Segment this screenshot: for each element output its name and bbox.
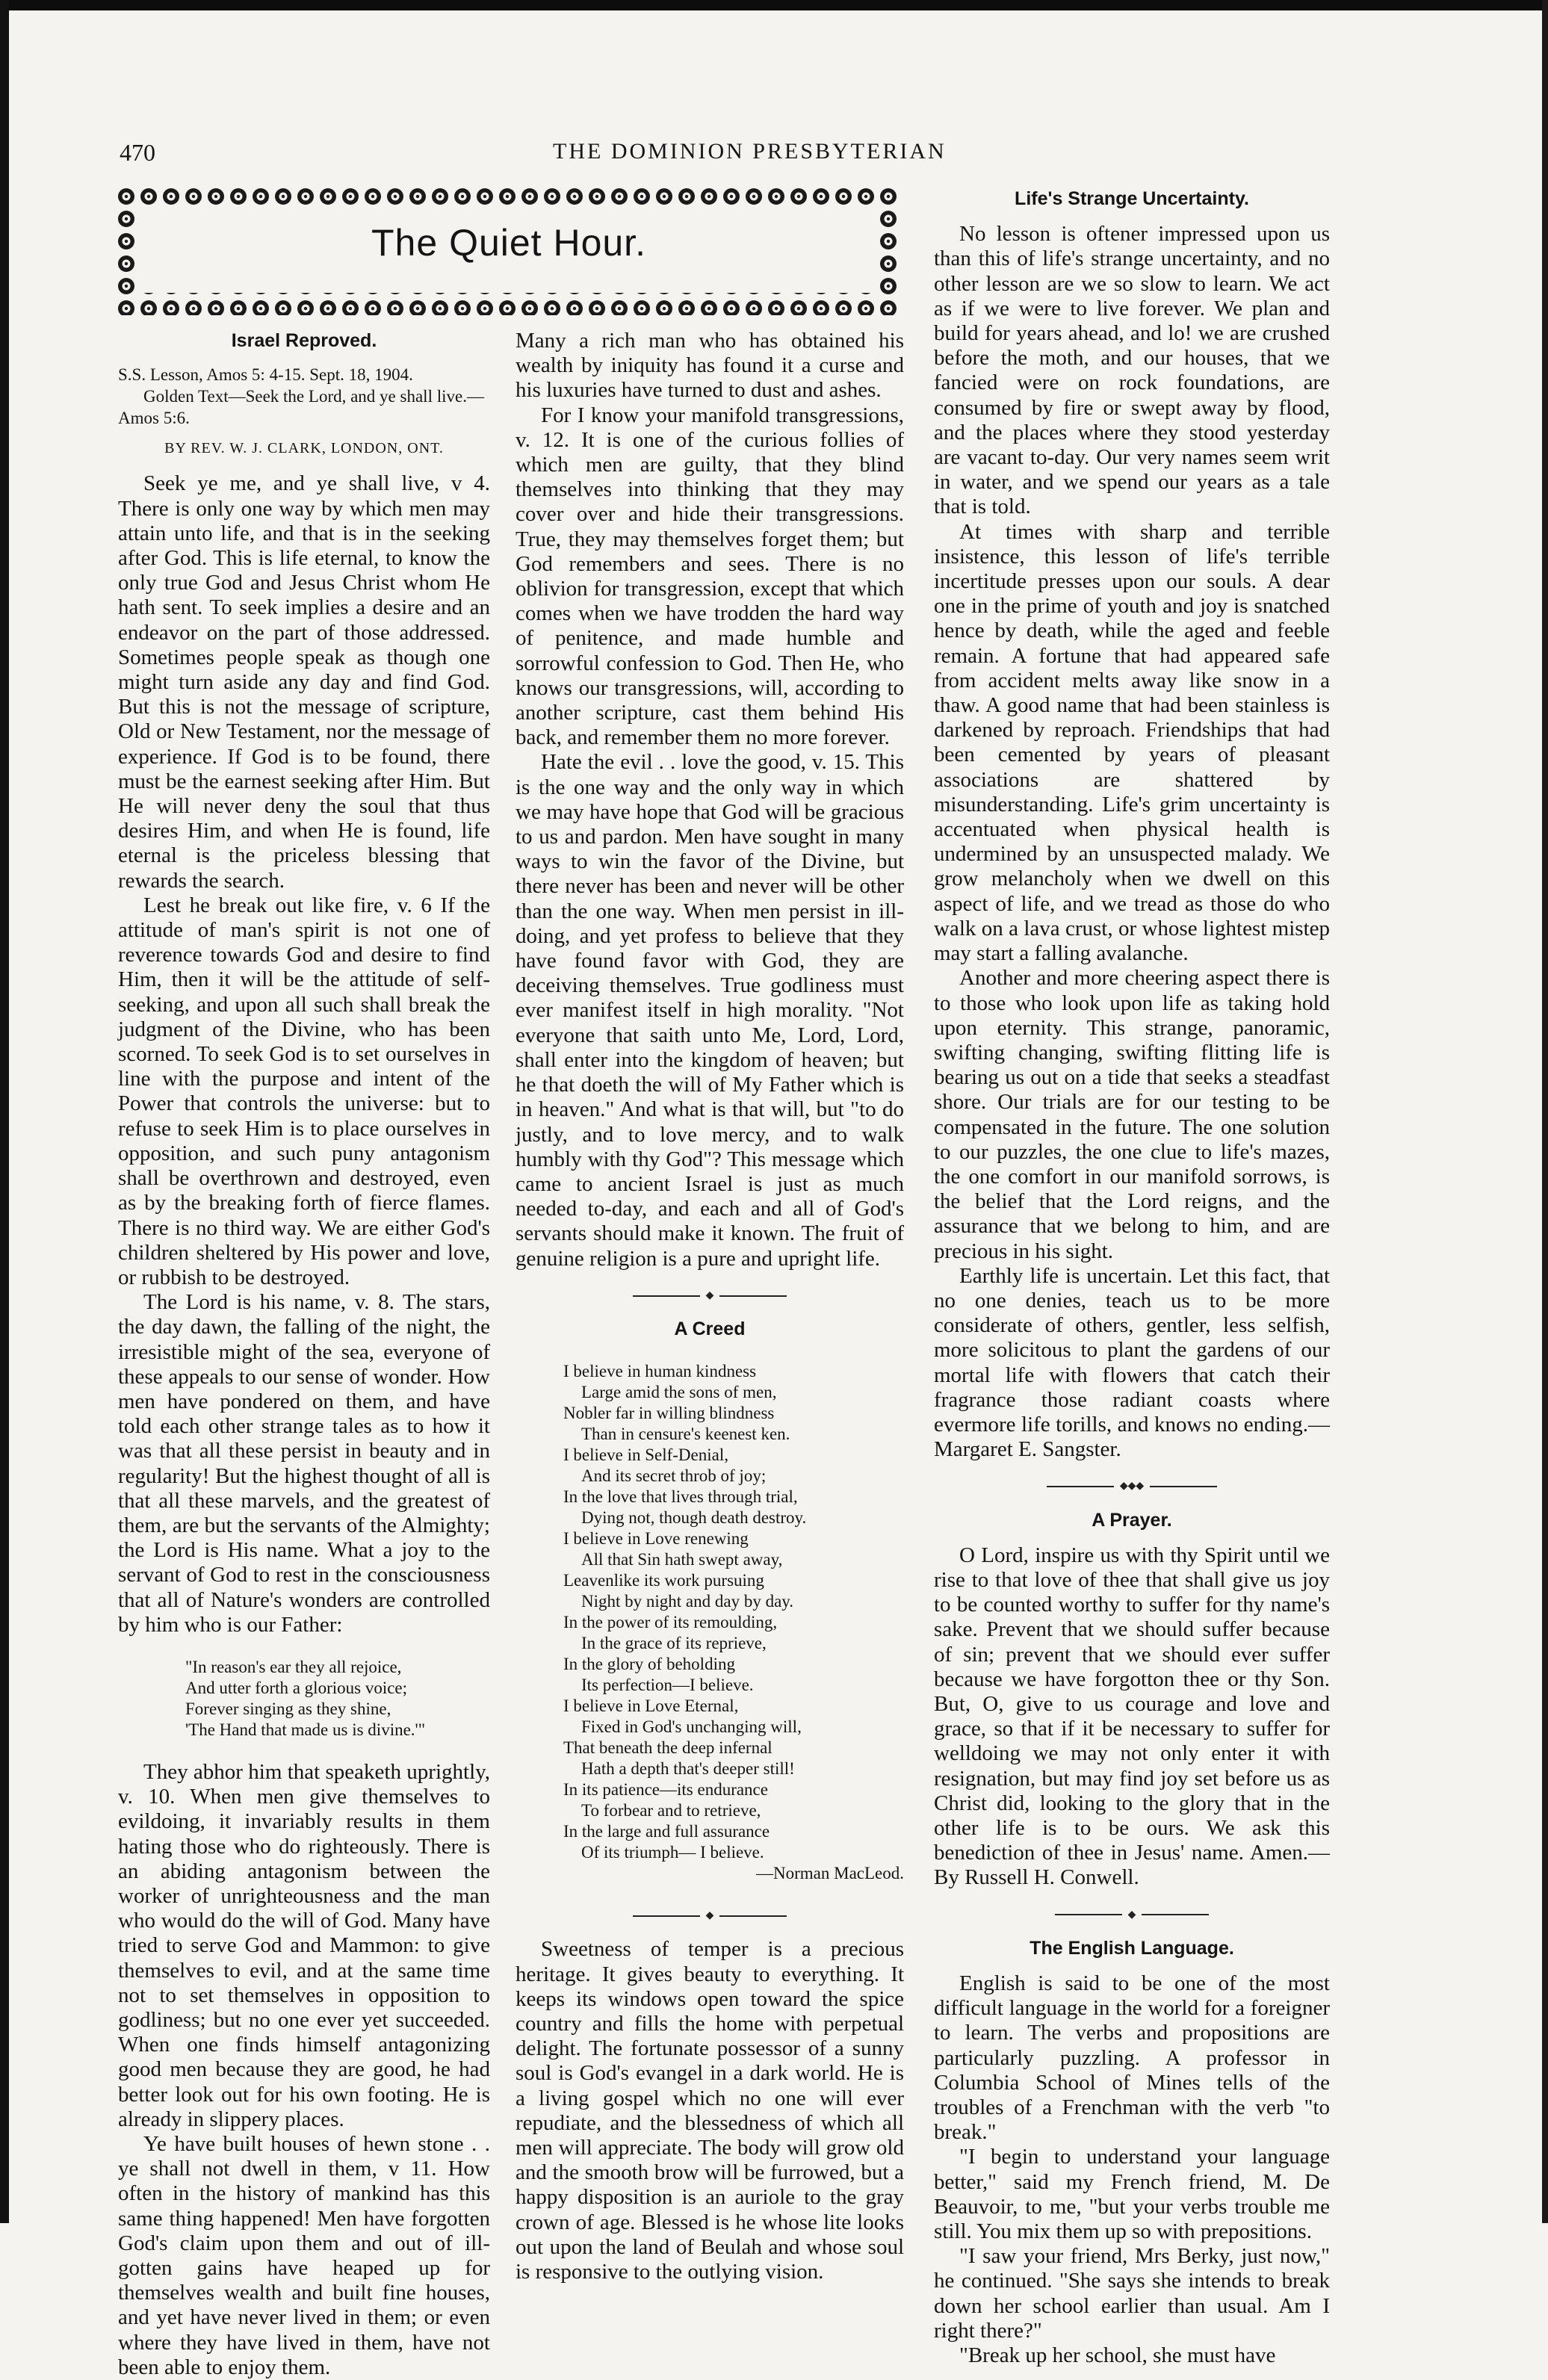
verse-line: Leavenlike its work pursuing [563, 1571, 764, 1590]
column-left [118, 329, 490, 2380]
paragraph: O Lord, inspire us with thy Spirit until we rise to that love of thee that shall give us joy to be counted worthy to suffer for thy name's sake. Prevent that we should suffer because of sin; prevent that we should ever suffer because we have forgotton thee or thy Son. But, O, give to us courage and love and grace, so that if it be necessary to suffer for welldoing we may not only enter it with resignation, but may find joy set before us as Christ did, looking to the glory that in the other life is to be ours. We ask this benediction of thee in Jesus' name. Amen.—By Russell H. Conwell. [934, 1543, 1330, 1890]
stanza [563, 1528, 904, 1696]
paragraph: No lesson is oftener impressed upon us than this of life's strange uncertainty, and no other lesson are we so slow to learn. We act as if we were to live forever. We plan and build for years ahead, and lo! we are crushed before the moth, and our houses, that we fancied were on rock foundations, are consumed by fire or swept away by flood, and the places where they stood yesterday are vacant to-day. Our very names seem writ in water, and we spend our years as a tale that is told. [934, 222, 1330, 519]
paragraph: Ye have built houses of hewn stone . . ye shall not dwell in them, v 11. How often in the history of mankind has this same thing happened! Men have forgotten God's claim upon them and out of ill-gotten gains have heaped up for themselves wealth and built fine houses, and yet have never lived in them; or even where they have lived in them, have not been able to enjoy them. [118, 2132, 490, 2379]
verse-line: Its perfection—I believe. [581, 1676, 754, 1695]
verse-line: Forever singing as they shine, [185, 1699, 391, 1718]
scan-border-left [0, 0, 9, 2223]
paragraph: At times with sharp and terrible insistence, this lesson of life's terrible incertitude presses upon our souls. A dear one in the prime of youth and joy is snatched hence by death, while the aged and feeble remain. A fortune that had appeared safe from accident melts away like snow in a thaw. A good name that had been stainless is darkened by reproach. Friendships that had been cemented by years of pleasant associations are shattered by misunderstanding. Life's grim uncertainty is accentuated when physical health is undermined by an unsuspected malady. We grow melancholy when we dwell on this aspect of life, and we tread as those do who walk on a lava crust, or whose lightest mistep may start a falling avalanche. [934, 519, 1330, 966]
quoted-verse [185, 1657, 490, 1741]
verse-line: Night by night and day by day. [581, 1592, 794, 1611]
article-title-a-prayer: A Prayer. [1092, 1509, 1172, 1531]
article-title-english-language: The English Language. [1030, 1937, 1234, 1959]
verse-line: Dying not, though death destroy. [581, 1508, 807, 1528]
article-title-lifes-strange-uncertainty: Life's Strange Uncertainty. [1015, 188, 1249, 209]
verse-line: In the glory of beholding [563, 1655, 735, 1674]
lesson-reference: S.S. Lesson, Amos 5: 4-15. Sept. 18, 1904. [118, 365, 413, 385]
verse-line: I believe in human kindness [563, 1362, 757, 1381]
divider-ornament: ◆ [516, 1283, 904, 1308]
paragraph: "Break up her school, she must have [959, 2343, 1276, 2368]
verse-line: Nobler far in willing blindness [563, 1404, 775, 1423]
poem-title-a-creed: A Creed [674, 1318, 746, 1339]
scan-border-right [1542, 0, 1548, 2223]
poem-a-creed [563, 1361, 904, 1884]
paragraph: Many a rich man who has obtained his wealth by iniquity has found it a curse and his luxuries have turned to dust and ashes. [516, 329, 904, 403]
paragraph: Another and more cheering aspect there is to those who look upon life as taking hold upon eternity. This strange, panoramic, swifting changing, swifting flitting life is bearing us out on a tide that seeks a steadfast shore. Our trials are for our testing to be compensated in the future. The one solution to our puzzles, the one clue to life's mazes, the one comfort in our manifold sorrows, is the belief that the Lord reigns, and the assurance that we belong to him, and are precious in his sight. [934, 966, 1330, 1263]
paragraph: Sweetness of temper is a precious heritage. It gives beauty to everything. It keeps its windows open toward the spice country and fills the home with perpetual delight. The fortunate possessor of a sunny soul is God's evangel in a dark world. He is a living gospel which no one will ever repudiate, and the blessedness of which all men will appreciate. The body will grow old and the smooth brow will be furrowed, but a happy disposition is an auriole to the gray crown of age. Blessed is he whose lite looks out upon the land of Beulah and whose soul is responsive to the outlying vision. [516, 1937, 904, 2284]
section-title: The Quiet Hour. [371, 222, 646, 264]
verse-line: "In reason's ear they all rejoice, [185, 1657, 402, 1676]
verse-line: Large amid the sons of men, [581, 1383, 777, 1402]
paragraph: "I begin to understand your language better," said my French friend, M. De Beauvoir, to me, "but your verbs trouble me still. You mix them up so with prepositions. [934, 2145, 1330, 2244]
poem-author: —Norman MacLeod. [756, 1864, 904, 1883]
paragraph: Seek ye me, and ye shall live, v 4. There is only one way by which men may attain unto life, and that is in the seeking after God. This is life eternal, to know the only true God and Jesus Christ whom He hath sent. To seek implies a desire and an endeavor on the part of those addressed. Sometimes people speak as though one might turn aside any day and find God. But this is not the message of scripture, Old or New Testament, nor the message of experience. If God is to be found, there must be the earnest seeking after Him. But He will never deny the soul that thus desires Him, and when He is found, life eternal is the priceless blessing that rewards the search. [118, 471, 490, 893]
paragraph: Lest he break out like fire, v. 6 If the attitude of man's spirit is not one of reverence towards God and desire to find Him, then it will be the attitude of self-seeking, and upon all such shall break the judgment of the Divine, who has been scorned. To seek God is to set ourselves in line with the purpose and intent of the Power that controls the universe: but to refuse to seek Him is to place ourselves in opposition, and such puny antagonism shall be overthrown and destroyed, even as by the breaking forth of fierce flames. There is no third way. We are either God's children sheltered by His power and love, or rubbish to be destroyed. [118, 893, 490, 1289]
verse-line: I believe in Love Eternal, [563, 1696, 739, 1716]
byline: BY REV. W. J. CLARK, LONDON, ONT. [164, 440, 444, 457]
divider-ornament: ◆ [934, 1903, 1330, 1927]
verse-line: All that Sin hath swept away, [581, 1550, 783, 1569]
verse-line: I believe in Self-Denial, [563, 1445, 728, 1465]
article-title-israel-reproved: Israel Reproved. [231, 330, 377, 351]
divider-ornament: ◆ [516, 1903, 904, 1928]
verse-line: That beneath the deep infernal [563, 1738, 773, 1758]
paragraph: The Lord is his name, v. 8. The stars, the day dawn, the falling of the night, the irresistible might of the sea, everyone of these appeals to our sense of wonder. How men have pondered on them, and have told each other strange tales as to how it was that all these persist in beauty and in regularity! But the highest thought of all is that all these marvels, and the greatest of them, are but the servants of the Almighty; the Lord is His name. What a joy to the servant of God to rest in the consciousness that all of Nature's wonders are controlled by him who is our Father: [118, 1290, 490, 1637]
verse-line: Hath a depth that's deeper still! [581, 1759, 795, 1779]
verse-line: And its secret throb of joy; [581, 1466, 767, 1486]
verse-line: I believe in Love renewing [563, 1529, 749, 1549]
verse-line: 'The Hand that made us is divine.'" [185, 1720, 426, 1739]
paragraph: They abhor him that speaketh uprightly, v. 10. When men give themselves to evildoing, it invariably results in them hating those who do righteously. There is an abiding antagonism between the worker of unrighteousness and the man who would do the will of God. Many have tried to serve God and Mammon: to give themselves to evil, and at the same time not to set themselves in opposition to godliness; but no one ever yet succeeded. When one finds himself antagonizing good men because they are good, he had better look out for his own footing. He is already in slippery places. [118, 1759, 490, 2131]
divider-ornament: ◆◆◆ [934, 1474, 1330, 1499]
paragraph: Hate the evil . . love the good, v. 15. This is the one way and the only way in which we may have hope that God will be gracious to us and pardon. Men have sought in many ways to win the favor of the Divine, but there never has been and never will be other than the one way. When men persist in ill-doing, and yet profess to believe that they have found favor with God, they are deceiving themselves. True godliness must ever manifest itself in high morality. "Not everyone that saith unto Me, Lord, Lord, shall enter into the kingdom of heaven; but he that doeth the will of My Father which is in heaven." And what is that will, but "to do justly, and to love mercy, and to walk humbly with thy God"? This message which came to ancient Israel is just as much needed to-day, and each and all of God's servants should make it known. The fruit of genuine religion is a pure and upright life. [516, 750, 904, 1271]
verse-line: And utter forth a glorious voice; [185, 1678, 408, 1697]
paragraph: English is said to be one of the most difficult language in the world for a foreigner to learn. The verbs and propositions are particularly puzzling. A professor in Columbia School of Mines tells of the troubles of a Frenchman with the verb "to break." [934, 1971, 1330, 2145]
paragraph: For I know your manifold transgressions, v. 12. It is one of the curious follies of which men are guilty, that they blind themselves into thinking that they may cover over and hide their transgressions. True, they may themselves forget them; but God remembers and sees. There is no oblivion for transgression, except that which comes when we have trodden the hard way of penitence, and made humble and sorrowful confession to God. Then He, who knows our transgressions, will, according to another scripture, cast them behind His back, and remember them no more forever. [516, 403, 904, 750]
paragraph: "I saw your friend, Mrs Berky, just now," he continued. "She says she intends to break down her school earlier than usual. Am I right there?" [934, 2244, 1330, 2343]
verse-line: In the power of its remoulding, [563, 1613, 778, 1632]
verse-line: In the grace of its reprieve, [581, 1634, 767, 1653]
page-number: 470 [120, 139, 155, 166]
column-right [934, 187, 1330, 2368]
running-head: THE DOMINION PRESBYTERIAN [553, 139, 947, 164]
verse-line: Than in censure's keenest ken. [581, 1425, 790, 1444]
verse-line: To forbear and to retrieve, [581, 1801, 761, 1820]
stanza [563, 1696, 904, 1863]
verse-line: In the love that lives through trial, [563, 1487, 798, 1507]
verse-line: In its patience—its endurance [563, 1780, 768, 1800]
scan-border-top [0, 0, 1548, 10]
stanza [563, 1361, 904, 1528]
column-middle [516, 329, 904, 2284]
paragraph: Earthly life is uncertain. Let this fact, that no one denies, teach us to be more considerate of others, gentler, less selfish, more solicitous to plant the gardens of our mortal life with flowers that catch their fragrance those radiant coasts where evermore life torills, and knows no ending.—Margaret E. Sangster. [934, 1263, 1330, 1462]
golden-text: Golden Text—Seek the Lord, and ye shall live.—Amos 5:6. [118, 387, 484, 428]
verse-line: In the large and full assurance [563, 1822, 770, 1841]
verse-line: Fixed in God's unchanging will, [581, 1717, 802, 1737]
verse-line: Of its triumph— I believe. [581, 1843, 764, 1862]
